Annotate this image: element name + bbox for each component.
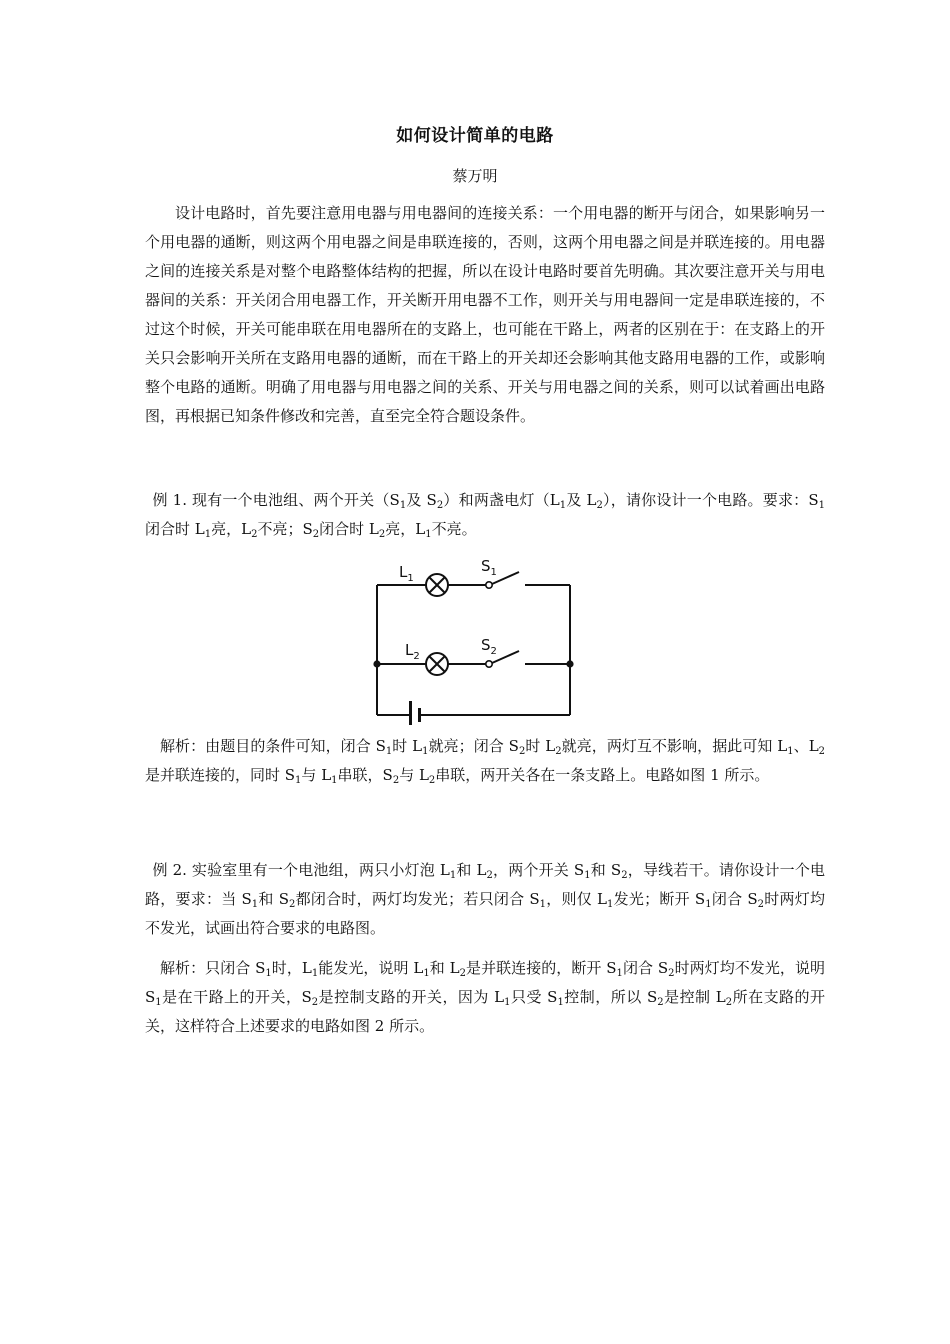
junction-right — [566, 660, 573, 667]
example2-analysis — [145, 954, 825, 1041]
intro-text: 设计电路时，首先要注意用电器与用电器间的连接关系：一个用电器的断开与闭合，如果影响另一个用电器的通断，则这两个用电器之间是串联连接的，否则，这两个用电器之间是并联连接的。用电器之间的连接关系是对整个电路整体结构的把握，所以在设计电路时要首先明确。其次要注意开关与用电器间的关系：开关闭合用电器工作，开关断开用电器不工作，则开关与用电器间一定是串联连接的，不过这个时候，开关可能串联在用电器所在的支路上，也可能在干路上，两者的区别在于：在支路上的开关只会影响开关所在支路用电器的通断，而在干路上的开关却还会影响其他支路用电器的工作，或影响整个电路的通断。明确了用电器与用电器之间的关系、开关与用电器之间的关系，则可以试着画出电路图，再根据已知条件修改和完善，直至完全符合题设条件。 — [145, 204, 825, 425]
label-l1: $L_1$ — [399, 563, 414, 584]
battery-short-plate — [418, 708, 421, 722]
junction-left — [373, 660, 380, 667]
page-title: 如何设计简单的电路 — [396, 126, 554, 146]
switch-s2-contact — [486, 661, 492, 667]
example1-paragraph — [145, 486, 825, 544]
example1-analysis-text: 解析：由题目的条件可知，闭合 $S_1$时 $L_1$就亮；闭合 $S_2$时 $L_2$就亮，两灯互不影响，据此可知 $L_1$、$L_2$是并联连接的，同时 $S_1$与 $L_1$串联，$S_2$与 $L_2$串联，两开关各在一条支路上。电路如图 1 所示。 — [145, 737, 826, 786]
battery-long-plate — [409, 701, 412, 725]
label-s1: $S_1$ — [481, 557, 497, 578]
example1-text: 例 1. 现有一个电池组、两个开关（$S_1$及 $S_2$）和两盏电灯（$L_1$及 $L_2$），请你设计一个电路。要求：$S_1$闭合时 $L_1$亮，$L_2$不亮；$S_2$闭合时 $L_2$亮，$L_1$不亮。 — [145, 491, 825, 540]
intro-paragraph — [145, 199, 825, 431]
label-s2: $S_2$ — [481, 636, 497, 657]
switch-s1-contact — [486, 582, 492, 588]
example2-text: 例 2. 实验室里有一个电池组，两只小灯泡 $L_1$和 $L_2$，两个开关 $S_1$和 $S_2$，导线若干。请你设计一个电路，要求：当 $S_1$和 $S_2$都闭合时，两灯均发光；若只闭合 $S_1$，则仅 $L_1$发光；断开 $S_1$闭合 $S_2$时两灯均不发光，试画出符合要求的电路图。 — [145, 861, 825, 937]
example1-analysis — [145, 732, 825, 790]
circuit-diagram-svg — [368, 555, 580, 725]
example2-analysis-text: 解析：只闭合 $S_1$时，$L_1$能发光，说明 $L_1$和 $L_2$是并联连接的，断开 $S_1$闭合 $S_2$时两灯均不发光，说明 $S_1$是在干路上的开关，$S_2$是控制支路的开关，因为 $L_1$只受 $S_1$控制，所以 $S_2$是控制 $L_2$所在支路的开关，这样符合上述要求的电路如图 2 所示。 — [145, 959, 826, 1035]
circuit-diagram-1 — [368, 555, 580, 725]
label-l2: $L_2$ — [405, 641, 420, 662]
author-name: 蔡万明 — [452, 167, 498, 185]
battery-gap — [412, 705, 418, 725]
example2-paragraph — [145, 856, 825, 943]
